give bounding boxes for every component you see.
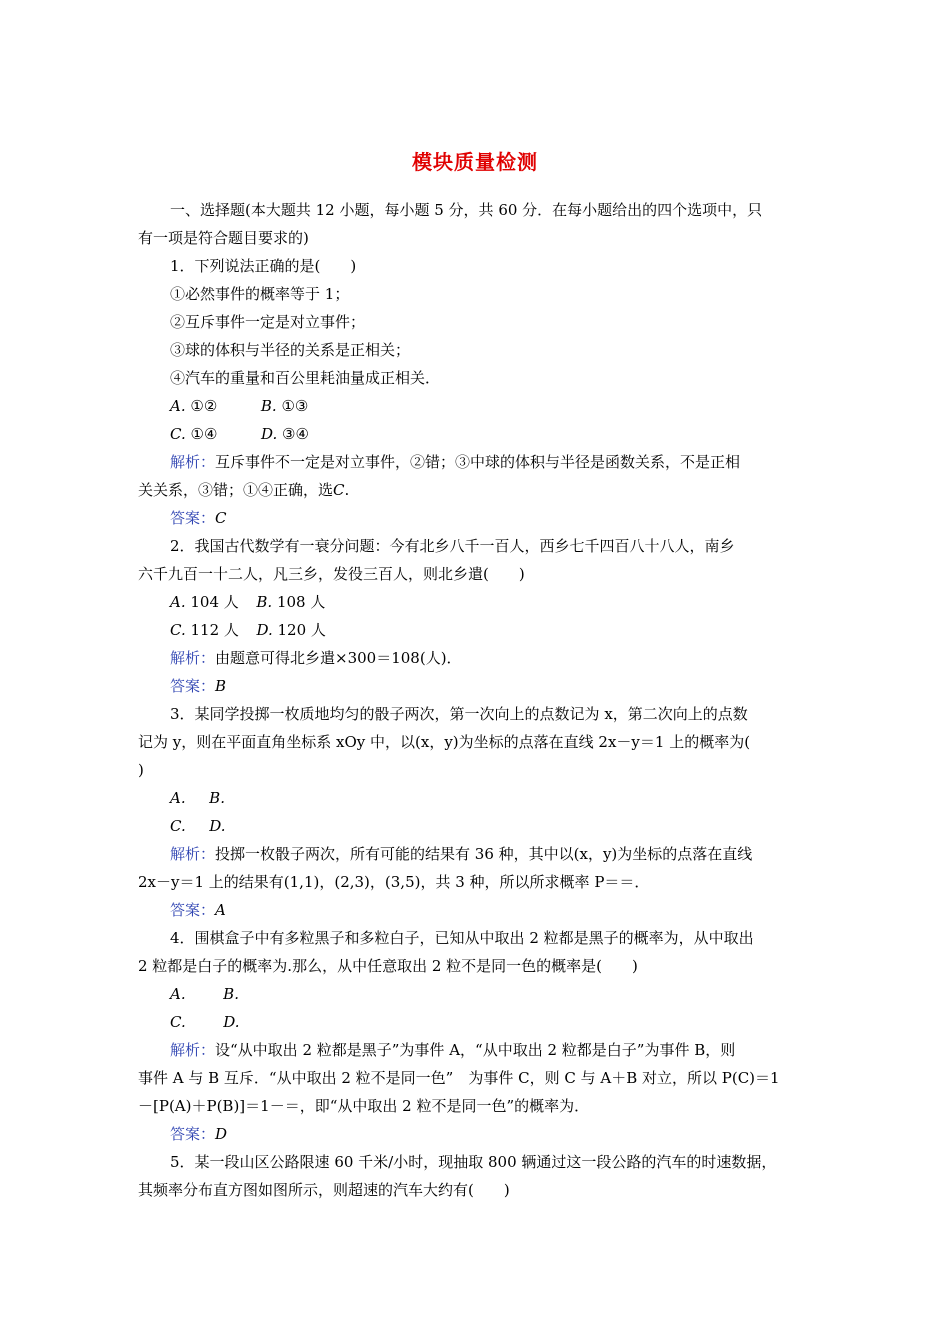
q2-options-row-2 — [170, 620, 326, 640]
q3-option-a-letter: A. — [170, 789, 186, 807]
q3-option-c-letter: C. — [170, 817, 186, 835]
q1-stem: 1．下列说法正确的是( ) — [170, 257, 357, 275]
q4-option-b-letter: B. — [223, 985, 239, 1003]
q1-analysis-cont — [138, 480, 349, 500]
answer-label: 答案： — [170, 677, 216, 695]
q2-option-b-letter: B. — [256, 593, 273, 611]
q1-option-a-letter: A. — [170, 397, 186, 415]
answer-label: 答案： — [170, 509, 216, 527]
answer-label: 答案： — [170, 1125, 216, 1143]
q3-stem-cont: 记为 y，则在平面直角坐标系 xOy 中，以(x，y)为坐标的点落在直线 2x－y＝1 上的概率为( — [138, 733, 751, 751]
q5-stem: 5．某一段山区公路限速 60 千米/小时，现抽取 800 辆通过这一段公路的汽车的时速数据， — [170, 1153, 777, 1171]
q4-answer-value: D — [215, 1125, 228, 1143]
q1-item-1: ①必然事件的概率等于 1； — [170, 285, 350, 303]
q2-option-c-letter: C. — [170, 621, 186, 639]
q1-item-3: ③球的体积与半径的关系是正相关； — [170, 341, 411, 359]
q1-option-b-text: ①③ — [281, 397, 309, 415]
q3-stem-end: ) — [138, 761, 144, 779]
q4-option-c-letter: C. — [170, 1013, 186, 1031]
q1-option-d-letter: D. — [260, 425, 278, 443]
q3-options-row-2 — [170, 816, 226, 836]
q1-answer-value: C — [215, 509, 227, 527]
q4-stem: 4．围棋盒子中有多粒黑子和多粒白子，已知从中取出 2 粒都是黑子的概率为，从中取出 — [170, 929, 754, 947]
analysis-label: 解析： — [170, 845, 216, 863]
q4-analysis-text: 设“从中取出 2 粒都是黑子”为事件 A，“从中取出 2 粒都是白子”为事件 B，则 — [215, 1041, 736, 1059]
q2-analysis-text: 由题意可得北乡遣×300＝108(人)． — [215, 649, 462, 667]
q4-options-row-1 — [170, 984, 239, 1004]
q1-option-b-letter: B. — [260, 397, 277, 415]
q3-option-d-letter: D. — [209, 817, 226, 835]
q1-option-c-text: ①④ — [190, 425, 218, 443]
q2-analysis — [170, 648, 462, 668]
q2-option-a-text: 104 人 — [190, 593, 239, 611]
q1-option-d-text: ③④ — [282, 425, 309, 443]
q1-analysis-end: . — [344, 481, 350, 499]
q2-option-d-letter: D. — [256, 621, 273, 639]
answer-label: 答案： — [170, 901, 216, 919]
q1-item-2: ②互斥事件一定是对立事件； — [170, 313, 366, 331]
q2-option-c-text: 112 人 — [190, 621, 239, 639]
q1-item-4: ④汽车的重量和百公里耗油量成正相关． — [170, 369, 441, 387]
analysis-label: 解析： — [170, 1041, 216, 1059]
q1-answer — [170, 508, 227, 528]
q3-option-b-letter: B. — [209, 789, 225, 807]
section-instruction-cont: 有一项是符合题目要求的) — [138, 229, 309, 247]
q3-stem: 3．某同学投掷一枚质地均匀的骰子两次，第一次向上的点数记为 x，第二次向上的点数 — [170, 705, 748, 723]
q1-analysis — [170, 452, 740, 472]
q2-answer-value: B — [215, 677, 227, 695]
q3-answer-value: A — [215, 901, 226, 919]
q4-option-d-letter: D. — [223, 1013, 240, 1031]
q4-analysis-cont: 事件 A 与 B 互斥．“从中取出 2 粒不是同一色” 为事件 C，则 C 与 A＋B 对立，所以 P(C)＝1 — [138, 1069, 780, 1087]
analysis-label: 解析： — [170, 649, 216, 667]
q1-options-row-2 — [170, 424, 309, 444]
q4-options-row-2 — [170, 1012, 240, 1032]
q2-stem-cont: 六千九百一十二人，凡三乡，发役三百人，则北乡遣( ) — [138, 565, 525, 583]
q4-analysis — [170, 1040, 735, 1060]
q1-option-a-text: ①② — [190, 397, 218, 415]
q1-analysis-text: 互斥事件不一定是对立事件，②错；③中球的体积与半径是函数关系，不是正相 — [215, 453, 741, 471]
q2-option-b-text: 108 人 — [276, 593, 326, 611]
q3-analysis — [170, 844, 752, 864]
q1-options-row-1 — [170, 396, 308, 416]
q1-option-c-letter: C. — [170, 425, 186, 443]
q2-answer — [170, 676, 226, 696]
q4-analysis-cont-2: －[P(A)＋P(B)]＝1－＝，即“从中取出 2 粒不是同一色”的概率为． — [138, 1097, 590, 1115]
q4-answer — [170, 1124, 227, 1144]
q4-option-a-letter: A. — [170, 985, 186, 1003]
q5-stem-cont: 其频率分布直方图如图所示，则超速的汽车大约有( ) — [138, 1181, 510, 1199]
q3-answer — [170, 900, 226, 920]
q3-options-row-1 — [170, 788, 225, 808]
q2-option-d-text: 120 人 — [277, 621, 326, 639]
q2-stem: 2．我国古代数学有一衰分问题：今有北乡八千一百人，西乡七千四百八十八人，南乡 — [170, 537, 735, 555]
q2-options-row-1 — [170, 592, 325, 612]
page-title: 模块质量检测 — [412, 150, 538, 174]
q1-analysis-choice: C — [333, 481, 345, 499]
q1-analysis-text-2: 关关系，③错；①④正确，选 — [138, 481, 334, 499]
q3-analysis-cont: 2x－y＝1 上的结果有(1,1)，(2,3)，(3,5)，共 3 种，所以所求概率 P＝＝． — [138, 873, 650, 891]
q4-stem-cont: 2 粒都是白子的概率为.那么，从中任意取出 2 粒不是同一色的概率是( ) — [138, 957, 638, 975]
analysis-label: 解析： — [170, 453, 216, 471]
q2-option-a-letter: A. — [170, 593, 186, 611]
q3-analysis-text: 投掷一枚骰子两次，所有可能的结果有 36 种，其中以(x，y)为坐标的点落在直线 — [215, 845, 753, 863]
section-instruction: 一、选择题(本大题共 12 小题，每小题 5 分，共 60 分．在每小题给出的四个选项中，只 — [170, 201, 763, 219]
